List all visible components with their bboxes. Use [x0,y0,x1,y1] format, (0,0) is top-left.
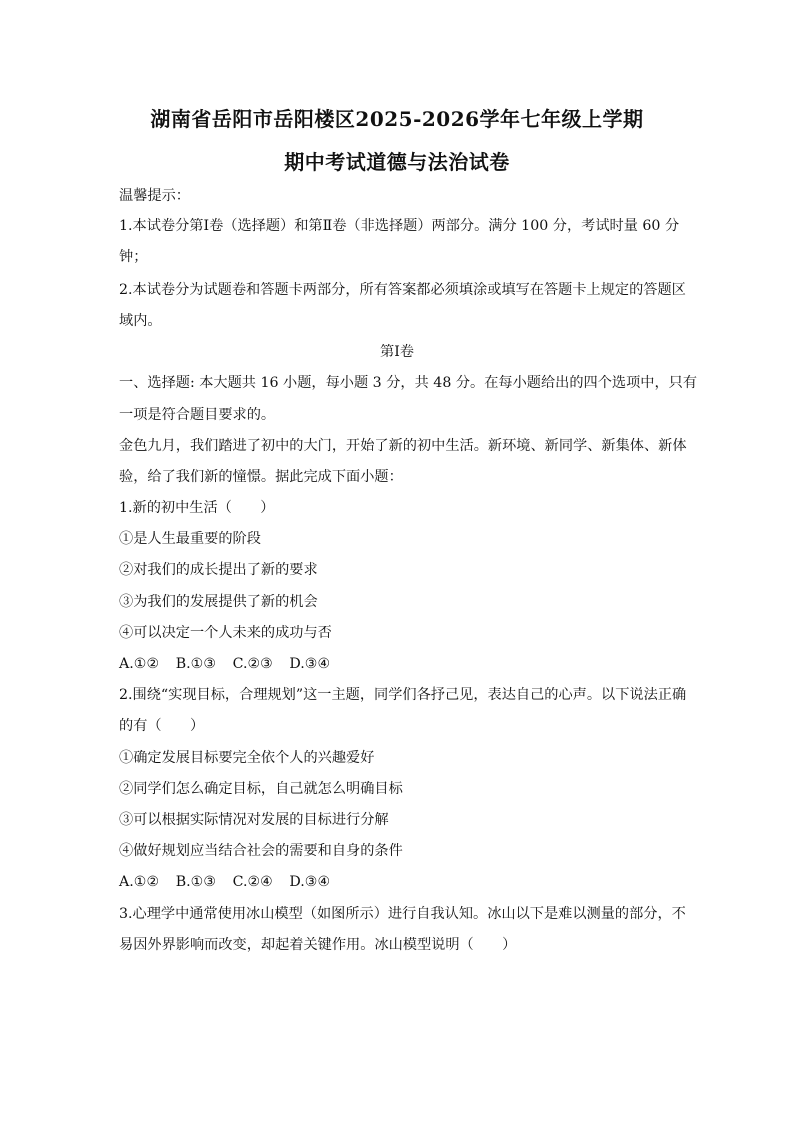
question-2-stem: 2.围绕“实现目标，合理规划”这一主题，同学们各抒己见，表达自己的心声。以下说法正确 [119,687,687,703]
question-2-option-d: D.③④ [289,874,331,890]
question-2-option-c: C.②④ [232,874,273,890]
question-2-item-4: ④做好规划应当结合社会的需要和自身的条件 [119,843,403,859]
section-instruction-cont: 一项是符合题目要求的。 [119,407,276,423]
question-1-item-3: ③为我们的发展提供了新的机会 [119,594,318,610]
volume-title: 第Ⅰ卷 [380,344,414,360]
material-text-cont: 验，给了我们新的憧憬。据此完成下面小题： [119,469,403,485]
section-instruction: 一、选择题: 本大题共 16 小题，每小题 3 分，共 48 分。在每小题给出的四个选项中，只有 [119,375,698,391]
notice-item-2-cont: 域内。 [119,313,162,329]
question-2-stem-cont: 的有（ ） [119,718,205,734]
question-1-option-d: D.③④ [289,656,331,672]
question-1-stem: 1.新的初中生活（ ） [119,500,275,516]
question-1-option-b: B.①③ [175,656,217,672]
exam-title-line2: 期中考试道德与法治试卷 [284,150,510,174]
material-text: 金色九月，我们踏进了初中的大门，开始了新的初中生活。新环境、新同学、新集体、新体 [119,438,687,454]
question-3-stem: 3.心理学中通常使用冰山模型（如图所示）进行自我认知。冰山以下是难以测量的部分，不 [119,906,686,922]
question-2-item-2: ②同学们怎么确定目标，自己就怎么明确目标 [119,781,403,797]
question-1-option-a: A.①② [119,656,160,672]
notice-item-2: 2.本试卷分为试题卷和答题卡两部分，所有答案都必须填涂或填写在答题卡上规定的答题区 [119,282,686,298]
question-1-item-1: ①是人生最重要的阶段 [119,531,261,547]
question-1-option-c: C.②③ [232,656,273,672]
question-1-item-2: ②对我们的成长提出了新的要求 [119,562,318,578]
question-3-stem-cont: 易因外界影响而改变，却起着关键作用。冰山模型说明（ ） [119,937,517,953]
notice-heading: 温馨提示： [119,188,190,204]
question-2-option-a: A.①② [119,874,160,890]
question-1-item-4: ④可以决定一个人未来的成功与否 [119,625,332,641]
notice-item-1: 1.本试卷分第Ⅰ卷（选择题）和第Ⅱ卷（非选择题）两部分。满分 100 分，考试时量 60 分 [119,218,680,234]
question-1-options [119,654,679,674]
exam-title-line1: 湖南省岳阳市岳阳楼区2025-2026学年七年级上学期 [150,107,644,131]
question-2-item-3: ③可以根据实际情况对发展的目标进行分解 [119,812,389,828]
question-2-options [119,872,679,892]
notice-item-1-cont: 钟； [119,249,148,265]
question-2-item-1: ①确定发展目标要完全依个人的兴趣爱好 [119,750,375,766]
question-2-option-b: B.①③ [175,874,217,890]
